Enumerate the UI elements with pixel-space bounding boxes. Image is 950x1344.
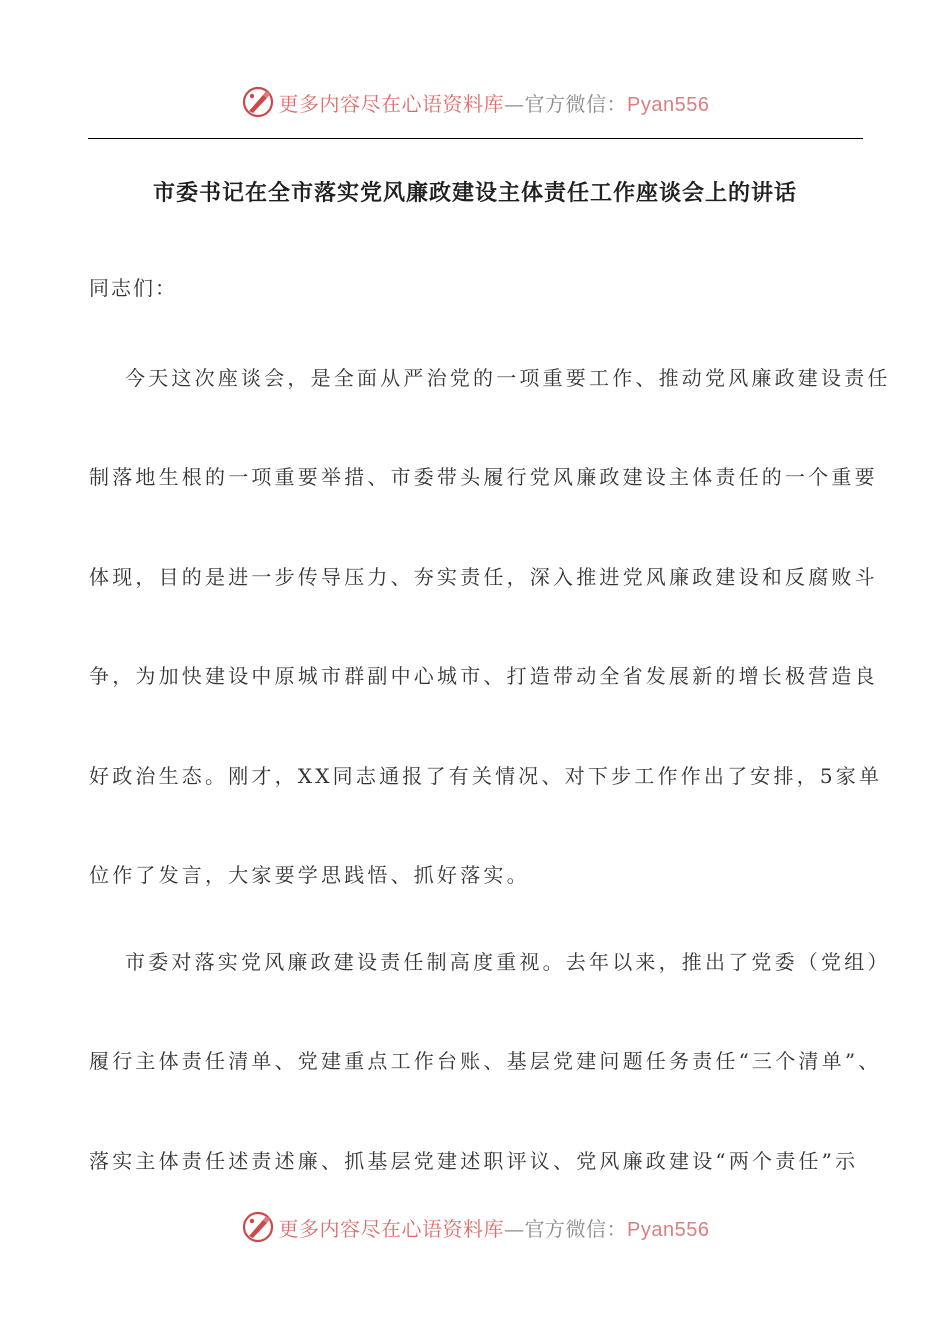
watermark-dash: — xyxy=(504,1216,525,1241)
document-title: 市委书记在全市落实党风廉政建设主体责任工作座谈会上的讲话 xyxy=(152,180,797,206)
header-watermark xyxy=(0,82,950,122)
watermark-text xyxy=(279,1213,710,1242)
watermark-dash: — xyxy=(504,91,525,116)
body-line: 争，为加快建设中原城市群副中心城市、打造带动全省发展新的增长极营造良 xyxy=(89,664,878,688)
body-line: 制落地生根的一项重要举措、市委带头履行党风廉政建设主体责任的一个重要 xyxy=(89,465,878,489)
watermark-code: Pyan556 xyxy=(627,93,710,116)
watermark-prefix: 更多内容尽在心语资料库 xyxy=(278,1216,505,1241)
watermark-official: 官方微信： xyxy=(524,1216,628,1241)
watermark-prefix: 更多内容尽在心语资料库 xyxy=(278,91,505,116)
body-line: 好政治生态。刚才，XX同志通报了有关情况、对下步工作作出了安排，5家单 xyxy=(89,764,883,788)
body-line: 今天这次座谈会，是全面从严治党的一项重要工作、推动党风廉政建设责任 xyxy=(125,366,891,390)
watermark-text xyxy=(279,88,710,117)
watermark-official: 官方微信： xyxy=(524,91,628,116)
footer-watermark xyxy=(0,1207,950,1247)
greeting: 同志们： xyxy=(89,276,177,300)
watermark-code: Pyan556 xyxy=(627,1218,710,1241)
header-divider xyxy=(88,138,863,139)
body-line: 履行主体责任清单、党建重点工作台账、基层党建问题任务责任“三个清单”、 xyxy=(89,1049,882,1073)
pen-nib-logo-icon xyxy=(241,1210,275,1244)
body-line: 体现，目的是进一步传导压力、夯实责任，深入推进党风廉政建设和反腐败斗 xyxy=(89,565,878,589)
body-line: 位作了发言，大家要学思践悟、抓好落实。 xyxy=(89,863,530,887)
pen-nib-logo-icon xyxy=(241,85,275,119)
body-line: 市委对落实党风廉政建设责任制高度重视。去年以来，推出了党委（党组） xyxy=(125,950,891,974)
body-line: 落实主体责任述责述廉、抓基层党建述职评议、党风廉政建设“两个责任”示 xyxy=(89,1149,859,1173)
